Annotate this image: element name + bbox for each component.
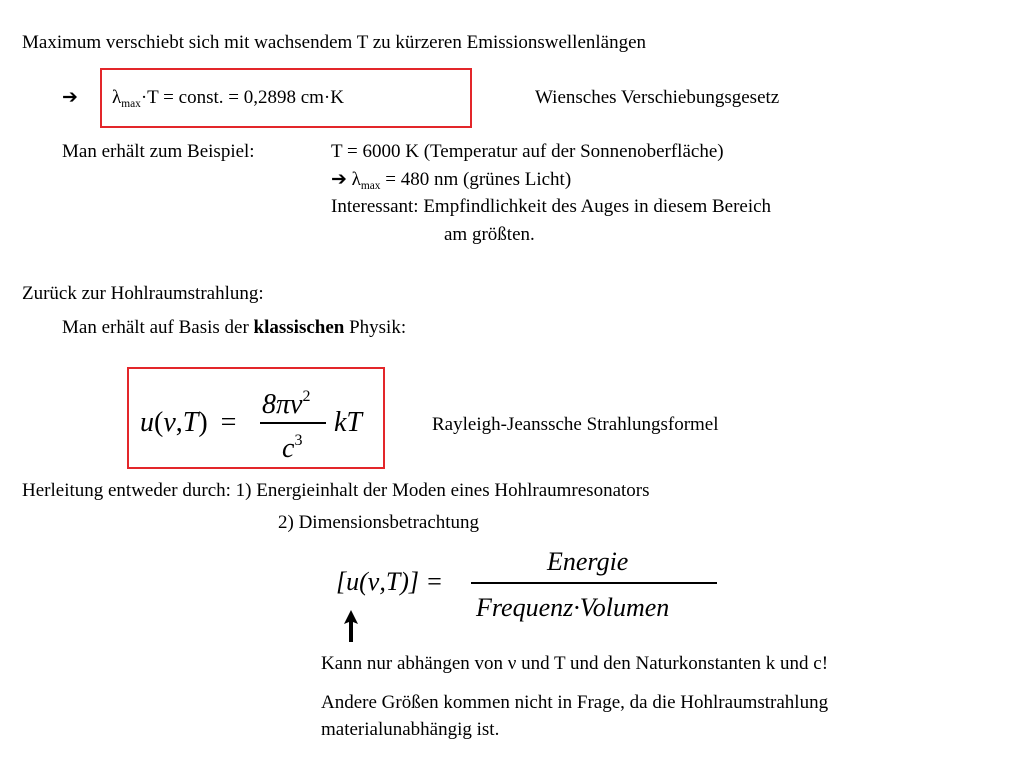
equals-sign: = bbox=[220, 407, 237, 438]
rayleigh-numerator bbox=[262, 389, 310, 419]
cavity-heading: Zurück zur Hohlraumstrahlung: bbox=[22, 283, 264, 304]
numerator-exponent: 2 bbox=[302, 388, 311, 405]
rayleigh-rhs bbox=[334, 409, 362, 437]
dimension-lhs bbox=[336, 569, 443, 595]
wien-formula-rest: ·T = const. = 0,2898 cm·K bbox=[140, 87, 344, 108]
frequency-volume-text: Frequenz·Volumen bbox=[476, 593, 670, 622]
symbol-u: u bbox=[140, 407, 154, 438]
example-temperature: T = 6000 K (Temperatur auf der Sonnenoberfläche) bbox=[331, 141, 724, 162]
classical-basis-text bbox=[62, 318, 406, 337]
rayleigh-formula-name: Rayleigh-Jeanssche Strahlungsformel bbox=[432, 414, 719, 435]
intro-text: Maximum verschiebt sich mit wachsendem T zu kürzeren Emissionswellenlängen bbox=[22, 32, 647, 53]
dimension-lhs-text: [u(ν,T)] = bbox=[336, 567, 444, 596]
wien-formula bbox=[112, 87, 344, 110]
example-interesting-cont: am größten. bbox=[444, 224, 535, 245]
paren-close: ) bbox=[198, 407, 208, 438]
rayleigh-denominator bbox=[282, 433, 302, 463]
denominator-exponent: 3 bbox=[294, 432, 303, 449]
arrow-right-icon: ➔ bbox=[331, 169, 347, 190]
wavelength-value: = 480 nm (grünes Licht) bbox=[380, 169, 572, 190]
example-label: Man erhält zum Beispiel: bbox=[62, 141, 255, 162]
dimension-numerator bbox=[547, 549, 628, 575]
dimension-denominator bbox=[476, 595, 669, 621]
denominator-text: c bbox=[282, 433, 295, 464]
symbol-nu: ν bbox=[163, 407, 176, 438]
dimension-fraction-bar bbox=[471, 582, 717, 584]
basis-pre: Man erhält auf Basis der bbox=[62, 317, 254, 338]
wien-law-name: Wiensches Verschiebungsgesetz bbox=[535, 87, 780, 108]
basis-post: Physik: bbox=[344, 317, 407, 338]
basis-bold: klassischen bbox=[253, 317, 345, 338]
lambda-subscript: max bbox=[360, 179, 381, 192]
rayleigh-lhs bbox=[140, 409, 236, 437]
paren-open: ( bbox=[154, 407, 164, 438]
example-wavelength bbox=[331, 169, 572, 192]
lambda-symbol: λ bbox=[351, 169, 361, 190]
arrow-right-icon: ➔ bbox=[62, 87, 78, 108]
depends-note: Kann nur abhängen von ν und T und den Naturkonstanten k und c! bbox=[321, 653, 829, 674]
derivation-line-2: 2) Dimensionsbetrachtung bbox=[278, 512, 480, 533]
rayleigh-fraction-bar bbox=[260, 422, 326, 424]
lambda-subscript: max bbox=[121, 97, 141, 110]
kT-term: kT bbox=[334, 407, 362, 438]
other-quantities-note: Andere Größen kommen nicht in Frage, da die Hohlraumstrahlung bbox=[321, 692, 829, 713]
energy-text: Energie bbox=[547, 547, 629, 576]
derivation-line-1: Herleitung entweder durch: 1) Energieinhalt der Moden eines Hohlraumresonators bbox=[22, 480, 650, 501]
numerator-text: 8πν bbox=[262, 389, 303, 420]
other-quantities-note-cont: materialunabhängig ist. bbox=[321, 719, 500, 740]
lambda-symbol: λ bbox=[112, 87, 122, 108]
symbol-T: T bbox=[182, 407, 199, 438]
example-interesting: Interessant: Empfindlichkeit des Auges in diesem Bereich bbox=[331, 196, 772, 217]
comma: , bbox=[175, 407, 183, 438]
up-arrow-icon bbox=[342, 608, 360, 644]
